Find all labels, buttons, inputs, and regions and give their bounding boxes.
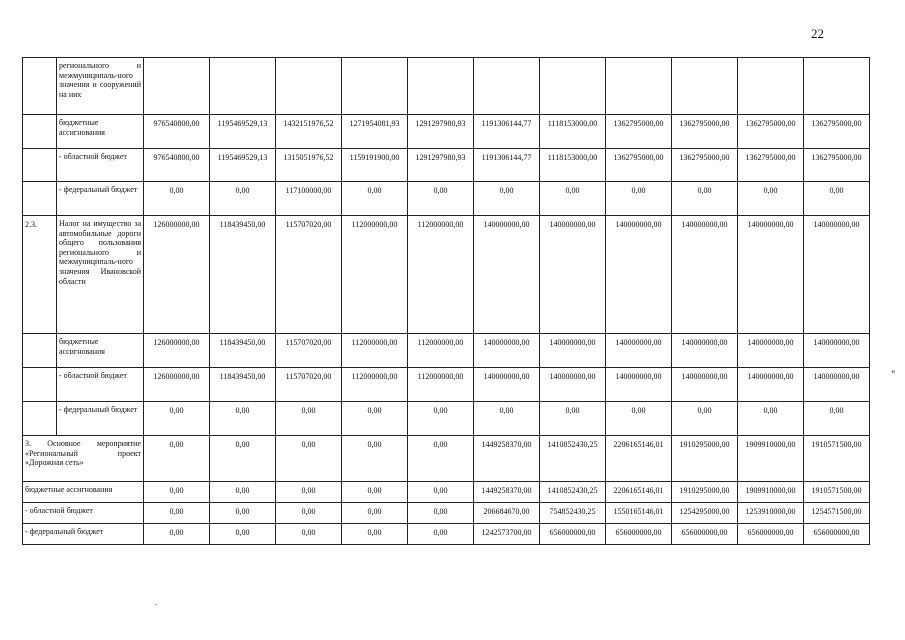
section-row-label: - федеральный бюджет [23,524,144,545]
value-cell: 0,00 [342,402,408,436]
value-cell: 1191306144,77 [474,149,540,182]
table-row [23,482,870,503]
value-cell: 0,00 [804,182,870,216]
value-cell: 126000000,00 [144,334,210,368]
value-cell: 112000000,00 [408,216,474,334]
value-cell: 0,00 [210,524,276,545]
table-row [23,334,870,368]
value-cell: 0,00 [144,402,210,436]
value-cell: 118439450,00 [210,368,276,402]
value-cell: 0,00 [738,182,804,216]
value-cell: 1242573700,00 [474,524,540,545]
value-cell: 0,00 [276,503,342,524]
value-cell: 0,00 [606,182,672,216]
value-cell: 126000000,00 [144,216,210,334]
value-cell: 656000000,00 [672,524,738,545]
value-cell: 1253910000,00 [738,503,804,524]
row-label: - федеральный бюджет [57,182,144,216]
row-label: - областной бюджет [57,149,144,182]
table-row [23,149,870,182]
value-cell [804,58,870,115]
row-index [23,334,57,368]
value-cell: 1909910000,00 [738,482,804,503]
row-label: - федеральный бюджет [57,402,144,436]
value-cell: 0,00 [144,182,210,216]
value-cell: 1362795000,00 [738,149,804,182]
value-cell: 1449258370,00 [474,482,540,503]
value-cell: 0,00 [342,436,408,482]
value-cell: 1254571500,00 [804,503,870,524]
value-cell: 0,00 [804,402,870,436]
value-cell: 0,00 [342,482,408,503]
value-cell: 656000000,00 [804,524,870,545]
value-cell: 140000000,00 [804,368,870,402]
value-cell: 0,00 [540,402,606,436]
value-cell [408,58,474,115]
value-cell: 1550165146,01 [606,503,672,524]
value-cell: 0,00 [210,436,276,482]
value-cell: 0,00 [342,524,408,545]
value-cell: 140000000,00 [672,368,738,402]
value-cell: 1432151976,52 [276,115,342,149]
page-number: 22 [811,26,824,41]
value-cell: 0,00 [408,482,474,503]
value-cell: 140000000,00 [474,368,540,402]
value-cell: 0,00 [408,524,474,545]
value-cell: 0,00 [144,436,210,482]
value-cell: 112000000,00 [408,334,474,368]
value-cell: 112000000,00 [342,216,408,334]
value-cell: 140000000,00 [606,216,672,334]
value-cell: 1195469529,13 [210,149,276,182]
value-cell: 1362795000,00 [672,149,738,182]
value-cell: 1910295000,00 [672,482,738,503]
value-cell: 1291297980,93 [408,115,474,149]
row-index [23,368,57,402]
value-cell: 976540800,00 [144,115,210,149]
value-cell: 0,00 [672,182,738,216]
value-cell: 2206165146,01 [606,482,672,503]
table-row [23,503,870,524]
value-cell: 0,00 [144,524,210,545]
row-index [23,402,57,436]
table-row [23,368,870,402]
value-cell: 1910571500,00 [804,482,870,503]
value-cell: 112000000,00 [408,368,474,402]
value-cell: 1910295000,00 [672,436,738,482]
value-cell: 140000000,00 [540,368,606,402]
value-cell: 1315051976,52 [276,149,342,182]
value-cell [276,58,342,115]
section-row-label: 3. Основное мероприятие «Региональный проект «Дорожная сеть» [23,436,144,482]
value-cell: 140000000,00 [672,334,738,368]
value-cell: 0,00 [408,182,474,216]
value-cell: 1909910000,00 [738,436,804,482]
value-cell: 0,00 [342,182,408,216]
value-cell: 115707020,00 [276,368,342,402]
value-cell: 0,00 [210,182,276,216]
value-cell: 117100000,00 [276,182,342,216]
value-cell: 140000000,00 [540,216,606,334]
value-cell: 0,00 [276,402,342,436]
value-cell: 754852430,25 [540,503,606,524]
value-cell [342,58,408,115]
value-cell: 126000000,00 [144,368,210,402]
value-cell: 140000000,00 [540,334,606,368]
value-cell: 0,00 [738,402,804,436]
value-cell: 0,00 [276,482,342,503]
value-cell [672,58,738,115]
value-cell: 0,00 [672,402,738,436]
value-cell: 0,00 [342,503,408,524]
value-cell: 656000000,00 [540,524,606,545]
row-label: бюджетные ассигнования [57,115,144,149]
value-cell: 0,00 [144,503,210,524]
row-label: Налог на имущество за автомобильные дороги общего пользования регионального и межмуниципаль-ного значения Ивановской области [57,216,144,334]
value-cell: 0,00 [210,503,276,524]
value-cell: 1362795000,00 [804,149,870,182]
value-cell: 1910571500,00 [804,436,870,482]
value-cell: 1362795000,00 [738,115,804,149]
value-cell: 0,00 [210,482,276,503]
value-cell [144,58,210,115]
table-row [23,436,870,482]
value-cell: 1362795000,00 [672,115,738,149]
section-row-label: бюджетные ассигнования [23,482,144,503]
value-cell: 0,00 [606,402,672,436]
value-cell: 115707020,00 [276,334,342,368]
value-cell: 1118153000,00 [540,115,606,149]
value-cell: 140000000,00 [606,334,672,368]
budget-table [22,57,870,545]
value-cell: 118439450,00 [210,216,276,334]
table-row [23,402,870,436]
row-label: бюджетные ассигнования [57,334,144,368]
value-cell: 0,00 [474,402,540,436]
table-row [23,524,870,545]
scan-speck [155,604,157,605]
value-cell [474,58,540,115]
value-cell: 1410852430,25 [540,436,606,482]
value-cell: 140000000,00 [474,216,540,334]
value-cell: 656000000,00 [606,524,672,545]
value-cell: 1291297980,93 [408,149,474,182]
section-row-label: - областной бюджет [23,503,144,524]
value-cell: 2206165146,01 [606,436,672,482]
value-cell: 0,00 [474,182,540,216]
value-cell: 656000000,00 [738,524,804,545]
value-cell: 140000000,00 [474,334,540,368]
value-cell: 140000000,00 [738,334,804,368]
value-cell: 140000000,00 [738,368,804,402]
value-cell: 1362795000,00 [804,115,870,149]
value-cell: 1410852430,25 [540,482,606,503]
value-cell: 1449258370,00 [474,436,540,482]
value-cell: 206684670,00 [474,503,540,524]
value-cell: 118439450,00 [210,334,276,368]
row-index [23,182,57,216]
value-cell: 0,00 [276,524,342,545]
table-row [23,58,870,115]
value-cell: 1195469529,13 [210,115,276,149]
value-cell: 140000000,00 [738,216,804,334]
value-cell: 0,00 [408,436,474,482]
margin-mark: « [891,366,896,376]
value-cell [606,58,672,115]
value-cell: 0,00 [408,402,474,436]
value-cell: 0,00 [540,182,606,216]
row-index [23,58,57,115]
value-cell: 1118153000,00 [540,149,606,182]
value-cell: 1271954081,93 [342,115,408,149]
value-cell: 976540800,00 [144,149,210,182]
value-cell: 140000000,00 [804,216,870,334]
value-cell: 1362795000,00 [606,115,672,149]
value-cell: 0,00 [144,482,210,503]
value-cell: 115707020,00 [276,216,342,334]
value-cell: 1362795000,00 [606,149,672,182]
row-label: - областной бюджет [57,368,144,402]
row-index [23,149,57,182]
table-row [23,216,870,334]
value-cell: 0,00 [210,402,276,436]
value-cell [540,58,606,115]
value-cell: 0,00 [276,436,342,482]
value-cell: 112000000,00 [342,368,408,402]
value-cell: 140000000,00 [606,368,672,402]
value-cell: 140000000,00 [672,216,738,334]
value-cell [738,58,804,115]
value-cell: 1191306144,77 [474,115,540,149]
row-label: регионального и межмуниципаль-ного значения и сооружений на них [57,58,144,115]
row-index [23,115,57,149]
value-cell: 1254295000,00 [672,503,738,524]
value-cell: 140000000,00 [804,334,870,368]
value-cell: 112000000,00 [342,334,408,368]
row-index: 2.3. [23,216,57,334]
table-row [23,182,870,216]
value-cell: 1159191900,00 [342,149,408,182]
value-cell [210,58,276,115]
table-row [23,115,870,149]
value-cell: 0,00 [408,503,474,524]
